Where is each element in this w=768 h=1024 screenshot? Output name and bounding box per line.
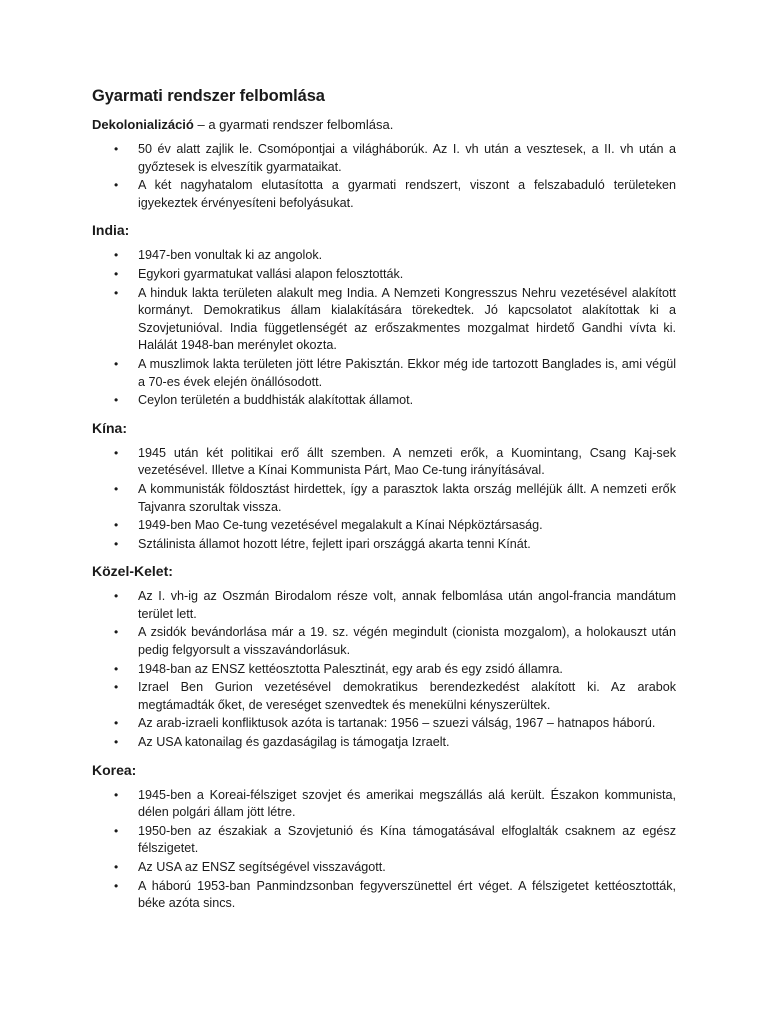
section-list: [92, 787, 676, 913]
intro-list: [92, 141, 676, 212]
list-item: [92, 517, 676, 535]
bullet-icon: •: [114, 285, 119, 300]
list-item: [92, 356, 676, 391]
section-heading: India:: [92, 222, 130, 239]
list-item: [92, 285, 676, 355]
bullet-icon: •: [114, 178, 119, 193]
bullet-icon: •: [114, 625, 119, 640]
bullet-icon: •: [114, 356, 119, 371]
section-list: [92, 445, 676, 554]
bullet-icon: •: [114, 142, 119, 156]
bullet-icon: •: [114, 589, 119, 604]
list-item: [92, 734, 676, 752]
list-item: [92, 624, 676, 659]
bullet-icon: •: [114, 860, 119, 874]
document-title: Gyarmati rendszer felbomlása: [92, 87, 325, 105]
intro-definition-text: – a gyarmati rendszer felbomlása.: [193, 117, 394, 132]
list-item: [92, 588, 676, 623]
list-item-text: A két nagyhatalom elutasította a gyarmati rendszert, viszont a felszabaduló területeken igyekeztek érvényesíteni befolyásukat.: [138, 178, 676, 210]
section: [92, 562, 676, 751]
bullet-icon: •: [114, 661, 119, 676]
list-item-text: A kommunisták földosztást hirdettek, így a parasztok lakta ország melléjük állt. A nemzeti erők Tajvanra szorultak vissza.: [138, 481, 676, 514]
list-item: [92, 661, 676, 679]
list-item: [92, 787, 676, 822]
sections-container: [92, 221, 676, 912]
list-item-text: Ceylon területén a buddhisták alakítottak államot.: [138, 393, 414, 408]
list-item-text: 1945-ben a Koreai-félsziget szovjet és amerikai megszállás alá került. Északon kommunista, délen polgári állam jött létre.: [138, 787, 676, 820]
bullet-icon: •: [114, 878, 119, 893]
bullet-icon: •: [114, 823, 119, 838]
intro-definition: [92, 116, 676, 133]
list-item-text: Izrael Ben Gurion vezetésével demokratikus berendezkedést alakított ki. Az arabok megtámadták őket, de vereséget szenvedtek és menekülni kényszerültek.: [138, 680, 676, 712]
list-item: [92, 445, 676, 480]
list-item: [92, 859, 676, 877]
section-heading: Kína:: [92, 419, 127, 436]
list-item-text: Az arab-izraeli konfliktusok azóta is tartanak: 1956 – szuezi válság, 1967 – hatnapos háború.: [138, 716, 656, 731]
bullet-icon: •: [114, 481, 119, 496]
list-item: [92, 177, 676, 212]
bullet-icon: •: [114, 536, 119, 551]
document-content: [92, 86, 676, 914]
bullet-icon: •: [114, 680, 119, 695]
list-item-text: Sztálinista államot hozott létre, fejlett ipari országgá akarta tenni Kínát.: [138, 536, 531, 551]
section-list: [92, 247, 676, 409]
list-item-text: Az I. vh-ig az Oszmán Birodalom része volt, annak felbomlása után angol-francia mandátum terület lett.: [138, 589, 676, 621]
list-item-text: A zsidók bevándorlása már a 19. sz. végén megindult (cionista mozgalom), a holokauszt után pedig felgyorsult a visszavándorlásuk.: [138, 625, 676, 658]
list-item-text: A hinduk lakta területen alakult meg India. A Nemzeti Kongresszus Nehru vezetésével alakított kormányt. Demokratikus állam kialakítására törekedtek. Jó kapcsolatot alakítottak ki a Szovjetunióval. India függetlenségét az erőszakmentes mozgalmat hirdető Gandhi vívta ki. Halálát 1948-ban merénylet okozta.: [138, 285, 676, 353]
section: [92, 221, 676, 409]
list-item: [92, 247, 676, 265]
list-item-text: A muszlimok lakta területen jött létre Pakisztán. Ekkor még ide tartozott Banglades is, ami végül a 70-es évek elején önállósodott.: [138, 356, 676, 389]
bullet-icon: •: [114, 393, 119, 408]
list-item: [92, 715, 676, 733]
section-heading: Közel-Kelet:: [92, 563, 173, 580]
list-item: [92, 878, 676, 913]
section: [92, 419, 676, 554]
list-item-text: A háború 1953-ban Panmindzsonban fegyverszünettel ért véget. A félszigetet kettéosztották, béke azóta sincs.: [138, 878, 676, 911]
list-item: [92, 141, 676, 176]
list-item: [92, 536, 676, 554]
bullet-icon: •: [114, 787, 119, 802]
section: [92, 761, 676, 913]
list-item-text: 1947-ben vonultak ki az angolok.: [138, 248, 323, 263]
list-item: [92, 392, 676, 410]
list-item-text: 50 év alatt zajlik le. Csomópontjai a világháborúk. Az I. vh után a vesztesek, a II. vh után a győztesek is elveszítik gyarmataikat.: [138, 142, 676, 174]
bullet-icon: •: [114, 248, 119, 263]
section-list: [92, 588, 676, 751]
intro-term: Dekolonializáció: [92, 117, 194, 132]
list-item: [92, 823, 676, 858]
bullet-icon: •: [114, 735, 119, 750]
list-item-text: Az USA katonailag és gazdaságilag is támogatja Izraelt.: [138, 735, 450, 750]
bullet-icon: •: [114, 716, 119, 731]
list-item: [92, 481, 676, 516]
section-heading: Korea:: [92, 761, 137, 778]
bullet-icon: •: [114, 266, 119, 281]
list-item: [92, 266, 676, 284]
list-item: [92, 679, 676, 714]
list-item-text: 1948-ban az ENSZ kettéosztotta Palesztinát, egy arab és egy zsidó államra.: [138, 661, 563, 676]
list-item-text: Az USA az ENSZ segítségével visszavágott.: [138, 860, 386, 874]
list-item-text: 1949-ben Mao Ce-tung vezetésével megalakult a Kínai Népköztársaság.: [138, 518, 543, 533]
bullet-icon: •: [114, 445, 119, 460]
list-item-text: 1950-ben az északiak a Szovjetunió és Kína támogatásával elfoglalták csaknem az egész félszigetet.: [138, 823, 676, 856]
list-item-text: 1945 után két politikai erő állt szemben. A nemzeti erők, a Kuomintang, Csang Kaj-sek vezetésével. Illetve a Kínai Kommunista Párt, Mao Ce-tung irányításával.: [138, 445, 676, 478]
list-item-text: Egykori gyarmatukat vallási alapon felosztották.: [138, 266, 404, 281]
bullet-icon: •: [114, 518, 119, 533]
